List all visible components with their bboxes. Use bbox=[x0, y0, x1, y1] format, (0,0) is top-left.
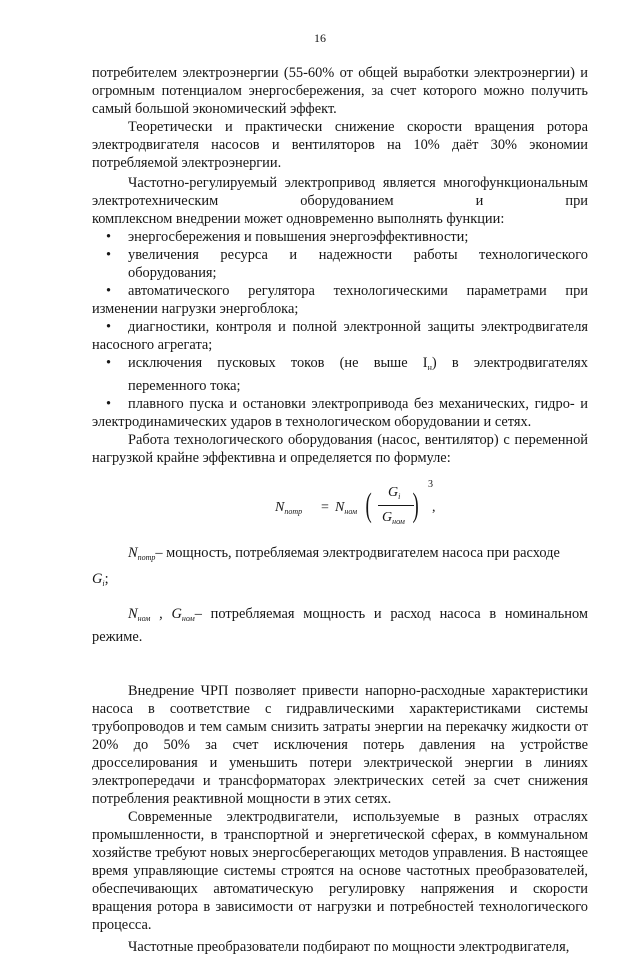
formula-comma: , bbox=[432, 500, 436, 515]
bullet-item-1: • энергосбережения и повышения энергоэффективности; bbox=[106, 229, 469, 245]
formula-equals: = bbox=[321, 500, 329, 515]
bullet-icon: • bbox=[106, 355, 112, 371]
bullet-item-5: • исключения пусковых токов (не выше $I_н$) в электродвигателях переменного тока; bbox=[106, 355, 588, 394]
paragraph-3-rest: комплексном внедрении может одновременно выполнять функции: bbox=[92, 211, 505, 227]
formula-numerator: $G_i$ bbox=[388, 485, 401, 501]
formula-left-paren: ( bbox=[365, 487, 372, 524]
page-number: 16 bbox=[314, 31, 326, 45]
paragraph-4: Работа технологического оборудования (насос, вентилятор) с переменной нагрузкой крайне эффективна и определяется по формуле: bbox=[92, 432, 588, 466]
bullet-item-2: • увеличения ресурса и надежности работы технологического оборудования; bbox=[106, 247, 588, 281]
page-content bbox=[92, 64, 588, 956]
bullet-icon: • bbox=[106, 247, 112, 263]
definition-n-nom-g-nom: $N_{ном}$ , $G_{ном}-$ потребляемая мощность и расход насоса в номинальном режиме. bbox=[92, 606, 588, 645]
formula-lhs: $N_{потр}$ bbox=[275, 500, 303, 516]
bullet-icon: • bbox=[106, 229, 112, 245]
paragraph-7: Частотные преобразователи подбирают по мощности электродвигателя, bbox=[128, 939, 570, 955]
bullet-item-3: • автоматического регулятора технологическими параметрами при изменении нагрузки энергоблока; bbox=[92, 283, 588, 317]
formula-nominal-power: $N_{ном}$ bbox=[335, 500, 358, 516]
formula-exponent: 3 bbox=[428, 479, 433, 490]
paragraph-3-first-line: Частотно-регулируемый электропривод является многофункциональным электротехническим оборудованием и при bbox=[92, 175, 588, 209]
definition-n-potr: $N_{потр}-$ мощность, потребляемая электродвигателем насоса при расходе bbox=[128, 545, 560, 562]
formula-right-paren: ) bbox=[412, 487, 419, 524]
bullet-item-6: • плавного пуска и остановки электропривода без механических, гидро- и электродинамических ударов в технологическом оборудовании и сетях. bbox=[92, 396, 588, 430]
bullet-icon: • bbox=[106, 319, 112, 335]
bullet-icon: • bbox=[106, 283, 112, 299]
paragraph-2: Теоретически и практически снижение скорости вращения ротора электродвигателя насосов и вентиляторов на 10% даёт 30% экономии потребляемой электроэнергии. bbox=[92, 119, 588, 171]
formula-denominator: $G_{ном}$ bbox=[382, 510, 405, 526]
bullet-item-4: • диагностики, контроля и полной электронной защиты электродвигателя насосного агрегата; bbox=[92, 319, 588, 353]
bullet-icon: • bbox=[106, 396, 112, 412]
paragraph-6: Современные электродвигатели, используемые в разных отраслях промышленности, в транспортной и энергетической сферах, в коммунальном хозяйстве требуют новых энергосберегающих методов управления. В настоящее время управляющие системы строятся на основе частотных преобразователей, обеспечивающих автоматическую регулировку напряжения и скорости вращения ротора в зависимости от нагрузки и потребностей технологического процесса. bbox=[92, 809, 588, 933]
power-formula bbox=[92, 472, 588, 540]
fraction-line bbox=[378, 505, 414, 506]
definition-gi: $G_i$; bbox=[92, 571, 109, 588]
paragraph-1: потребителем электроэнергии (55-60% от общей выработки электроэнергии) и огромным потенциалом энергосбережения, за счет которого можно получить самый большой экономический эффект. bbox=[92, 65, 588, 117]
paragraph-5: Внедрение ЧРП позволяет привести напорно-расходные характеристики насоса в соответствие с гидравлическими характеристиками системы трубопроводов и тем самым снизить затраты энергии на перекачку жидкости от 20% до 50% за счет исключения потерь давления на устройстве дросселирования и уменьшить потери электрической энергии в линиях электропередачи и трансформаторах электрических сетей за счет снижения потребления реактивной мощности в этих сетях. bbox=[92, 683, 588, 807]
